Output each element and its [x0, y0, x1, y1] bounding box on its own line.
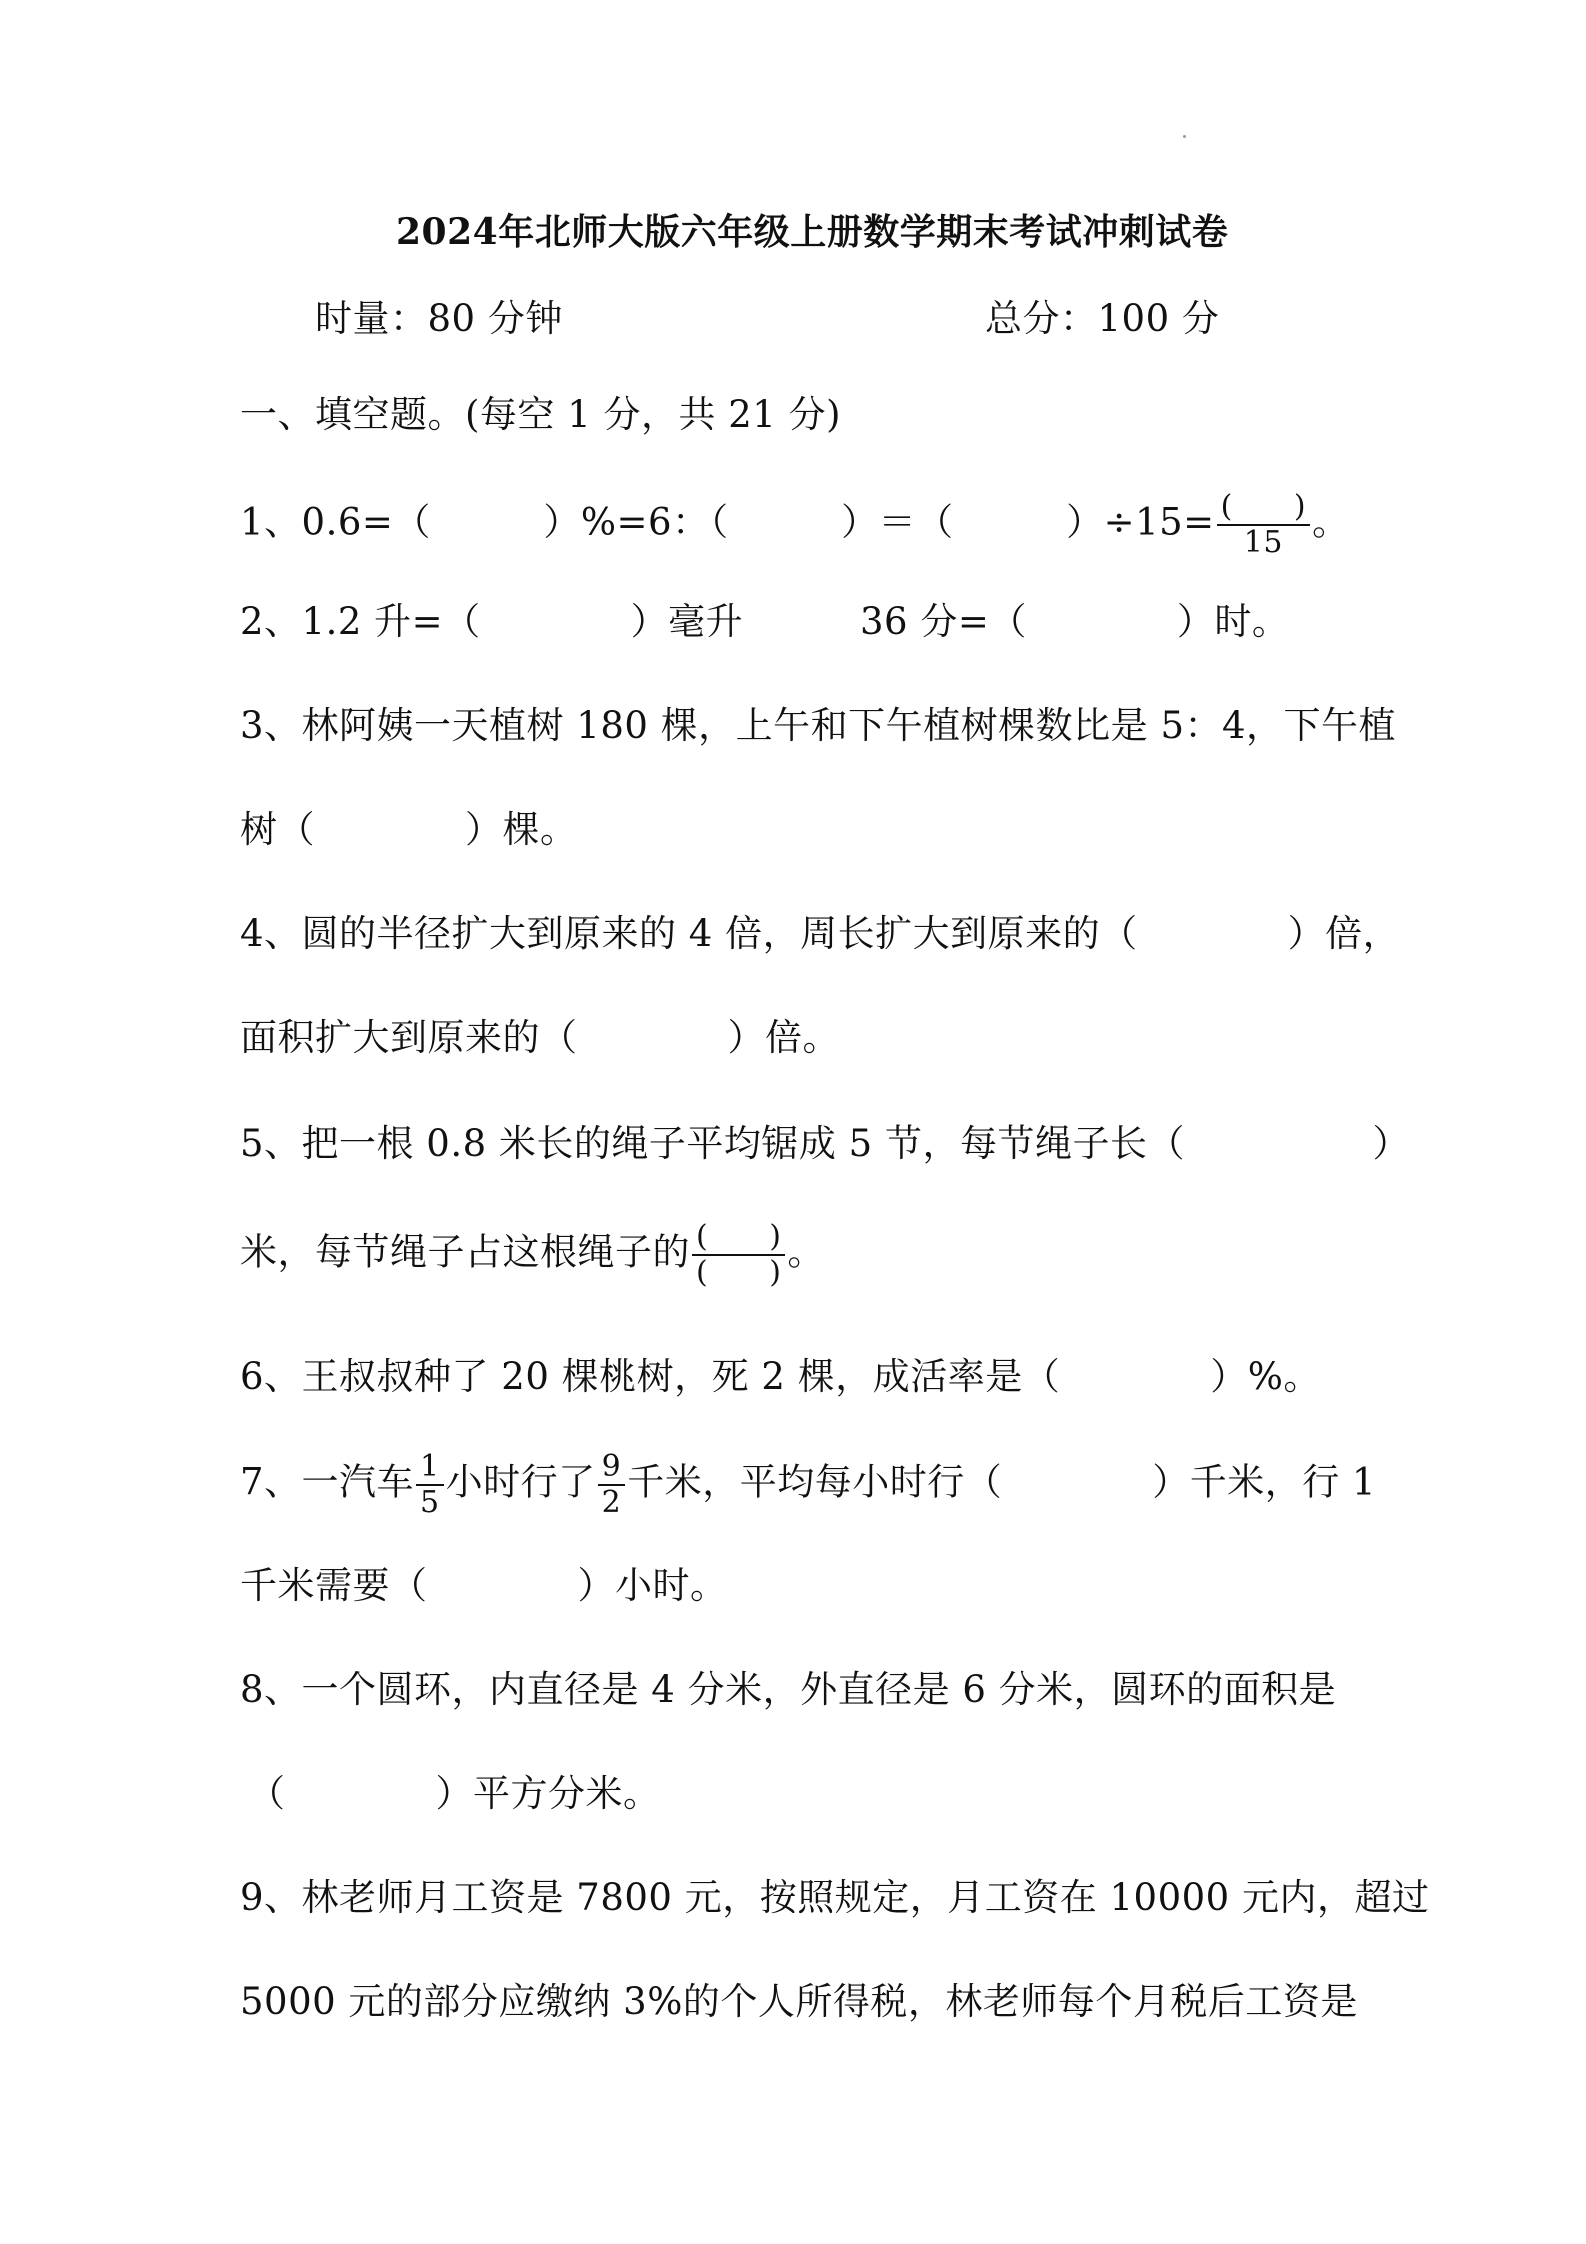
question-7-fraction-2 [598, 1450, 626, 1520]
question-1-text: 1、0.6=（ ）%=6：（ ）＝（ ）÷15= [240, 500, 1215, 544]
exam-time: 时量：80 分钟 [315, 297, 563, 340]
question-1-fraction [1217, 490, 1310, 560]
fraction-numerator: 1 [416, 1450, 444, 1486]
question-7-line-1 [240, 1450, 1376, 1520]
question-9-line-2: 5000 元的部分应缴纳 3%的个人所得税，林老师每个月税后工资是 [240, 1980, 1358, 2023]
section-heading-fill-blank: 一、填空题。(每空 1 分，共 21 分) [240, 393, 842, 436]
question-2-part-1: 2、1.2 升=（ ）毫升 [240, 600, 744, 643]
question-1-end: 。 [1312, 500, 1350, 544]
fraction-numerator: ( ) [1217, 490, 1310, 526]
question-5-end: 。 [787, 1230, 825, 1274]
question-8-line-2: （ ）平方分米。 [248, 1772, 661, 1815]
question-6: 6、王叔叔种了 20 棵桃树，死 2 棵，成活率是（ ）%。 [240, 1355, 1321, 1398]
question-4-line-1: 4、圆的半径扩大到原来的 4 倍，周长扩大到原来的（ ）倍， [240, 912, 1401, 955]
question-7-mid: 小时行了 [445, 1460, 596, 1504]
question-7-line-2: 千米需要（ ）小时。 [240, 1564, 728, 1607]
page-title: 2024年北师大版六年级上册数学期末考试冲刺试卷 [396, 211, 1229, 253]
fraction-numerator: 9 [598, 1450, 626, 1486]
question-1 [240, 490, 1350, 560]
question-7-post: 千米，平均每小时行（ ）千米，行 1 [627, 1460, 1377, 1504]
fraction-denominator: 15 [1243, 525, 1283, 560]
fraction-numerator: ( ) [692, 1220, 785, 1256]
question-5-line-2-text: 米，每节绳子占这根绳子的 [240, 1230, 690, 1274]
question-5-fraction [692, 1220, 785, 1290]
question-5-line-1: 5、把一根 0.8 米长的绳子平均锯成 5 节，每节绳子长（ ） [240, 1122, 1410, 1165]
question-7-pre: 7、一汽车 [240, 1460, 415, 1504]
question-5-line-2 [240, 1220, 825, 1290]
scan-dot [1183, 135, 1186, 138]
fraction-denominator: 2 [601, 1485, 622, 1520]
exam-total-score: 总分：100 分 [985, 297, 1220, 340]
question-7-fraction-1 [416, 1450, 444, 1520]
fraction-denominator: 5 [420, 1485, 440, 1520]
question-8-line-1: 8、一个圆环，内直径是 4 分米，外直径是 6 分米，圆环的面积是 [240, 1668, 1337, 1711]
question-3-line-1: 3、林阿姨一天植树 180 棵，上午和下午植树棵数比是 5：4，下午植 [240, 704, 1397, 747]
question-2-part-2: 36 分=（ ）时。 [860, 600, 1290, 643]
question-3-line-2: 树（ ）棵。 [240, 808, 578, 851]
question-4-line-2: 面积扩大到原来的（ ）倍。 [240, 1016, 840, 1059]
fraction-denominator: ( ) [696, 1255, 782, 1290]
question-9-line-1: 9、林老师月工资是 7800 元，按照规定，月工资在 10000 元内，超过 [240, 1876, 1430, 1919]
